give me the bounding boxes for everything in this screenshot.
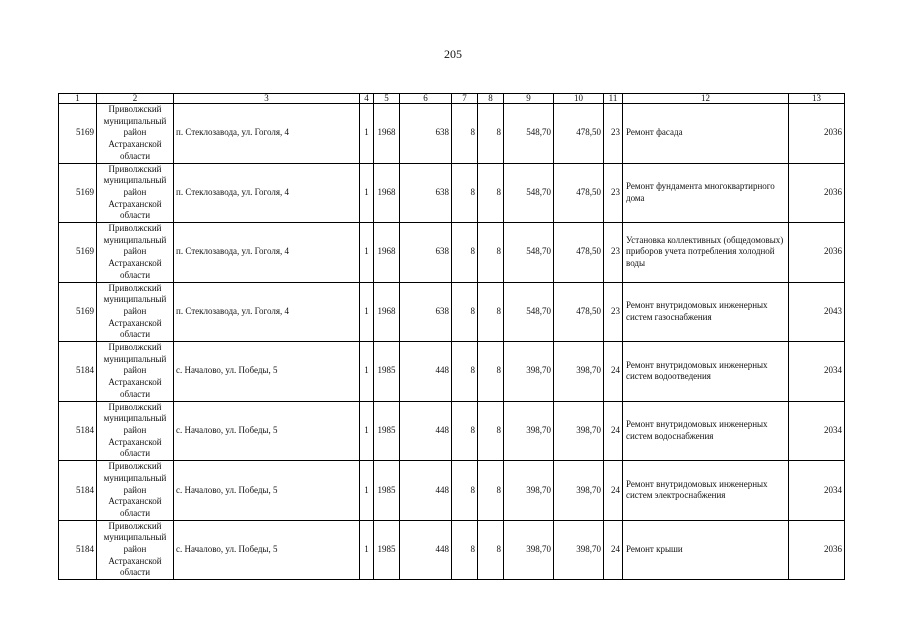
- cell-area-living: 398,70: [554, 401, 604, 461]
- cell-house-id: 5169: [59, 163, 97, 223]
- cell-house-id: 5169: [59, 223, 97, 283]
- cell-planned-year: 2036: [789, 520, 845, 580]
- column-number: 4: [360, 94, 374, 104]
- table-body: [59, 94, 845, 580]
- column-number: 6: [400, 94, 452, 104]
- cell-col11: 24: [604, 342, 623, 402]
- cell-col11: 23: [604, 282, 623, 342]
- cell-col6: 448: [400, 342, 452, 402]
- table-row: [59, 520, 845, 580]
- cell-address: с. Началово, ул. Победы, 5: [174, 520, 360, 580]
- column-number: 7: [452, 94, 478, 104]
- cell-col8: 8: [478, 104, 504, 164]
- cell-col7: 8: [452, 223, 478, 283]
- table-row: [59, 104, 845, 164]
- cell-work-type: Ремонт фундамента многоквартирного дома: [623, 163, 789, 223]
- cell-address: с. Началово, ул. Победы, 5: [174, 461, 360, 521]
- cell-area-total: 548,70: [504, 223, 554, 283]
- cell-col6: 638: [400, 163, 452, 223]
- cell-municipality: Приволжский муниципальный район Астраханской области: [97, 223, 174, 283]
- cell-col6: 638: [400, 104, 452, 164]
- cell-col11: 24: [604, 401, 623, 461]
- table-row: [59, 342, 845, 402]
- cell-area-total: 398,70: [504, 520, 554, 580]
- column-number: 9: [504, 94, 554, 104]
- cell-work-type: Ремонт внутридомовых инженерных систем электроснабжения: [623, 461, 789, 521]
- cell-address: п. Стеклозавода, ул. Гоголя, 4: [174, 104, 360, 164]
- cell-work-type: Ремонт фасада: [623, 104, 789, 164]
- cell-area-total: 398,70: [504, 401, 554, 461]
- cell-house-id: 5169: [59, 282, 97, 342]
- cell-col4: 1: [360, 342, 374, 402]
- cell-municipality: Приволжский муниципальный район Астраханской области: [97, 104, 174, 164]
- cell-col7: 8: [452, 342, 478, 402]
- cell-house-id: 5184: [59, 401, 97, 461]
- cell-col6: 448: [400, 461, 452, 521]
- cell-year: 1985: [374, 461, 400, 521]
- cell-address: с. Началово, ул. Победы, 5: [174, 401, 360, 461]
- cell-col11: 24: [604, 520, 623, 580]
- cell-col6: 638: [400, 223, 452, 283]
- cell-municipality: Приволжский муниципальный район Астраханской области: [97, 163, 174, 223]
- cell-house-id: 5184: [59, 342, 97, 402]
- cell-area-living: 398,70: [554, 520, 604, 580]
- cell-col7: 8: [452, 104, 478, 164]
- cell-col8: 8: [478, 401, 504, 461]
- cell-col7: 8: [452, 282, 478, 342]
- column-number: 3: [174, 94, 360, 104]
- cell-municipality: Приволжский муниципальный район Астраханской области: [97, 282, 174, 342]
- table-row: [59, 461, 845, 521]
- cell-planned-year: 2036: [789, 163, 845, 223]
- cell-work-type: Ремонт крыши: [623, 520, 789, 580]
- cell-address: п. Стеклозавода, ул. Гоголя, 4: [174, 223, 360, 283]
- cell-col8: 8: [478, 223, 504, 283]
- cell-planned-year: 2034: [789, 401, 845, 461]
- cell-col11: 23: [604, 104, 623, 164]
- cell-municipality: Приволжский муниципальный район Астраханской области: [97, 401, 174, 461]
- cell-col11: 24: [604, 461, 623, 521]
- cell-col8: 8: [478, 520, 504, 580]
- cell-year: 1968: [374, 282, 400, 342]
- cell-year: 1968: [374, 223, 400, 283]
- cell-year: 1985: [374, 342, 400, 402]
- cell-year: 1985: [374, 520, 400, 580]
- cell-col8: 8: [478, 163, 504, 223]
- column-number: 8: [478, 94, 504, 104]
- cell-col4: 1: [360, 282, 374, 342]
- column-number: 2: [97, 94, 174, 104]
- cell-col11: 23: [604, 163, 623, 223]
- cell-col4: 1: [360, 163, 374, 223]
- cell-area-living: 398,70: [554, 461, 604, 521]
- cell-work-type: Ремонт внутридомовых инженерных систем водоотведения: [623, 342, 789, 402]
- page-number: 205: [444, 47, 462, 61]
- column-number: 13: [789, 94, 845, 104]
- cell-col7: 8: [452, 163, 478, 223]
- cell-municipality: Приволжский муниципальный район Астраханской области: [97, 520, 174, 580]
- column-number: 11: [604, 94, 623, 104]
- cell-area-living: 398,70: [554, 342, 604, 402]
- cell-col8: 8: [478, 461, 504, 521]
- cell-col6: 638: [400, 282, 452, 342]
- cell-area-total: 398,70: [504, 342, 554, 402]
- cell-col8: 8: [478, 282, 504, 342]
- cell-house-id: 5184: [59, 461, 97, 521]
- column-number: 12: [623, 94, 789, 104]
- cell-planned-year: 2036: [789, 104, 845, 164]
- cell-year: 1968: [374, 163, 400, 223]
- cell-area-total: 398,70: [504, 461, 554, 521]
- cell-col4: 1: [360, 461, 374, 521]
- table-row: [59, 223, 845, 283]
- table-row: [59, 282, 845, 342]
- cell-planned-year: 2043: [789, 282, 845, 342]
- cell-municipality: Приволжский муниципальный район Астраханской области: [97, 461, 174, 521]
- column-number: 1: [59, 94, 97, 104]
- cell-address: с. Началово, ул. Победы, 5: [174, 342, 360, 402]
- cell-address: п. Стеклозавода, ул. Гоголя, 4: [174, 282, 360, 342]
- cell-col6: 448: [400, 520, 452, 580]
- cell-col4: 1: [360, 401, 374, 461]
- cell-col4: 1: [360, 223, 374, 283]
- cell-municipality: Приволжский муниципальный район Астраханской области: [97, 342, 174, 402]
- table-row: [59, 163, 845, 223]
- cell-area-total: 548,70: [504, 163, 554, 223]
- cell-col7: 8: [452, 401, 478, 461]
- cell-col7: 8: [452, 461, 478, 521]
- cell-address: п. Стеклозавода, ул. Гоголя, 4: [174, 163, 360, 223]
- cell-area-living: 478,50: [554, 163, 604, 223]
- cell-house-id: 5169: [59, 104, 97, 164]
- cell-col4: 1: [360, 520, 374, 580]
- cell-house-id: 5184: [59, 520, 97, 580]
- cell-planned-year: 2036: [789, 223, 845, 283]
- cell-area-total: 548,70: [504, 104, 554, 164]
- cell-col11: 23: [604, 223, 623, 283]
- cell-year: 1985: [374, 401, 400, 461]
- cell-work-type: Ремонт внутридомовых инженерных систем водоснабжения: [623, 401, 789, 461]
- cell-year: 1968: [374, 104, 400, 164]
- table-row: [59, 401, 845, 461]
- cell-area-living: 478,50: [554, 282, 604, 342]
- cell-col7: 8: [452, 520, 478, 580]
- cell-planned-year: 2034: [789, 461, 845, 521]
- repair-schedule-table: [58, 93, 845, 580]
- cell-col6: 448: [400, 401, 452, 461]
- cell-planned-year: 2034: [789, 342, 845, 402]
- cell-col4: 1: [360, 104, 374, 164]
- cell-work-type: Установка коллективных (общедомовых) приборов учета потребления холодной воды: [623, 223, 789, 283]
- cell-area-living: 478,50: [554, 223, 604, 283]
- cell-col8: 8: [478, 342, 504, 402]
- column-number: 10: [554, 94, 604, 104]
- cell-work-type: Ремонт внутридомовых инженерных систем газоснабжения: [623, 282, 789, 342]
- cell-area-total: 548,70: [504, 282, 554, 342]
- column-number-row: [59, 94, 845, 104]
- column-number: 5: [374, 94, 400, 104]
- cell-area-living: 478,50: [554, 104, 604, 164]
